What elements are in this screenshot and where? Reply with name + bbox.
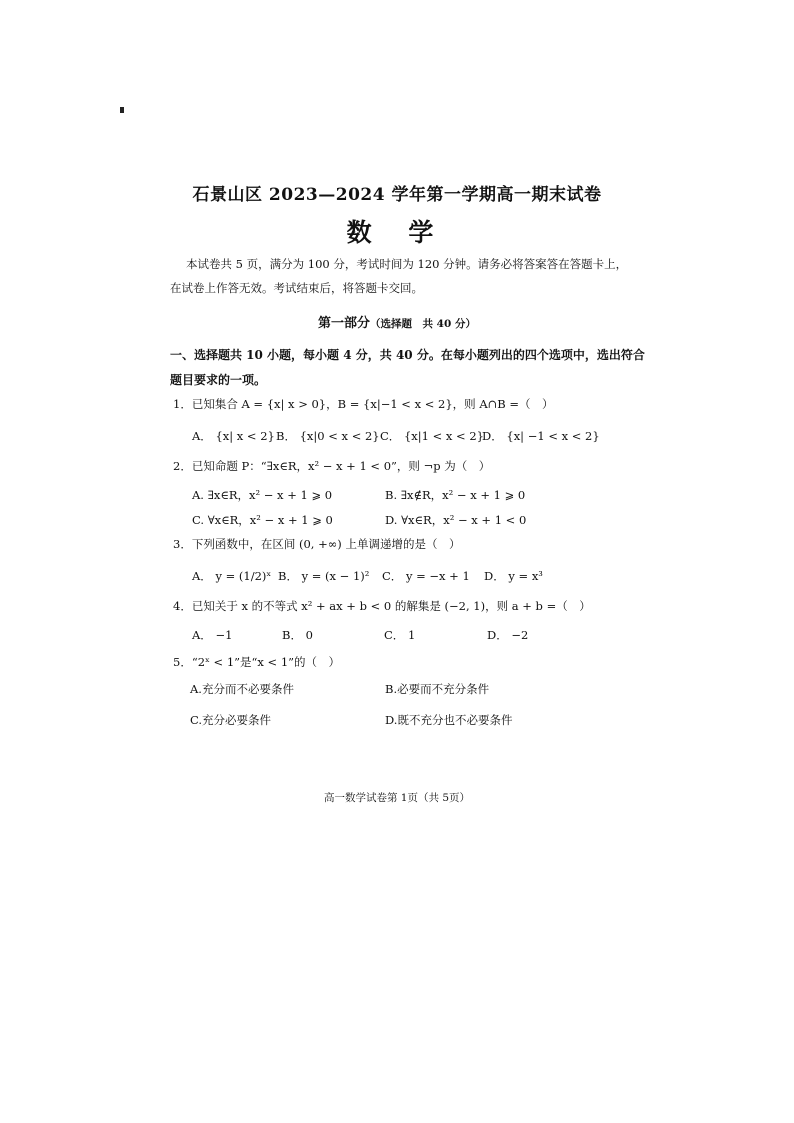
question-2-option-a: A. ∃x∈R，x² − x + 1 ⩾ 0 (192, 488, 333, 502)
question-4-option-d: D． −2 (487, 628, 529, 642)
question-1-stem: 1．已知集合 A = {x| x > 0}，B = {x|−1 < x < 2}，则 A∩B =（ ） (173, 397, 554, 411)
question-3-option-b: B． y = (x − 1)² (278, 569, 370, 583)
question-5-stem: 5．“2ˣ < 1”是“x < 1”的（ ） (173, 655, 341, 669)
question-5-option-c: C.充分必要条件 (190, 713, 272, 727)
scan-mark (120, 107, 124, 113)
question-5-option-d: D.既不充分也不必要条件 (385, 713, 513, 727)
instructions-line-2: 在试卷上作答无效。考试结束后，将答题卡交回。 (170, 281, 423, 295)
question-2-stem: 2．已知命题 P：“∃x∈R，x² − x + 1 < 0”，则 ¬p 为（ ） (173, 459, 491, 473)
question-1-option-c: C． {x|1 < x < 2} (380, 429, 484, 443)
section-line-1: 一、选择题共 10 小题，每小题 4 分，共 40 分。在每小题列出的四个选项中，选出符合 (170, 348, 645, 362)
question-4-stem: 4．已知关于 x 的不等式 x² + ax + b < 0 的解集是 (−2, 1)，则 a + b =（ ） (173, 599, 591, 613)
question-1-option-d: D． {x| −1 < x < 2} (482, 429, 600, 443)
question-4-option-b: B． 0 (282, 628, 313, 642)
question-3-stem: 3．下列函数中，在区间 (0, +∞) 上单调递增的是（ ） (173, 537, 461, 551)
question-3-option-c: C． y = −x + 1 (382, 569, 470, 583)
instructions-line-1: 本试卷共 5 页，满分为 100 分，考试时间为 120 分钟。请务必将答案答在答题卡上， (186, 257, 628, 271)
question-5-option-a: A.充分而不必要条件 (190, 682, 294, 696)
question-5-option-b: B.必要而不充分条件 (385, 682, 490, 696)
question-1-option-b: B． {x|0 < x < 2} (276, 429, 380, 443)
subject-title: 数 学 (346, 218, 448, 247)
exam-title: 石景山区 2023—2024 学年第一学期高一期末试卷 (192, 185, 602, 205)
question-3-option-d: D． y = x³ (484, 569, 543, 583)
part-heading (0, 312, 794, 331)
question-4-option-a: A． −1 (192, 628, 233, 642)
question-2-option-d: D. ∀x∈R，x² − x + 1 < 0 (385, 513, 527, 527)
part-note: （选择题 共 40 分） (370, 318, 476, 330)
question-1-option-a: A． {x| x < 2} (192, 429, 275, 443)
question-2-option-b: B. ∃x∉R，x² − x + 1 ⩾ 0 (385, 488, 526, 502)
page-footer: 高一数学试卷第 1页（共 5页） (323, 792, 471, 804)
section-line-2: 题目要求的一项。 (170, 373, 267, 387)
question-4-option-c: C． 1 (384, 628, 416, 642)
part-title: 第一部分 (318, 316, 371, 331)
question-2-option-c: C. ∀x∈R，x² − x + 1 ⩾ 0 (192, 513, 333, 527)
question-3-option-a: A． y = (1/2)ˣ (192, 569, 272, 583)
